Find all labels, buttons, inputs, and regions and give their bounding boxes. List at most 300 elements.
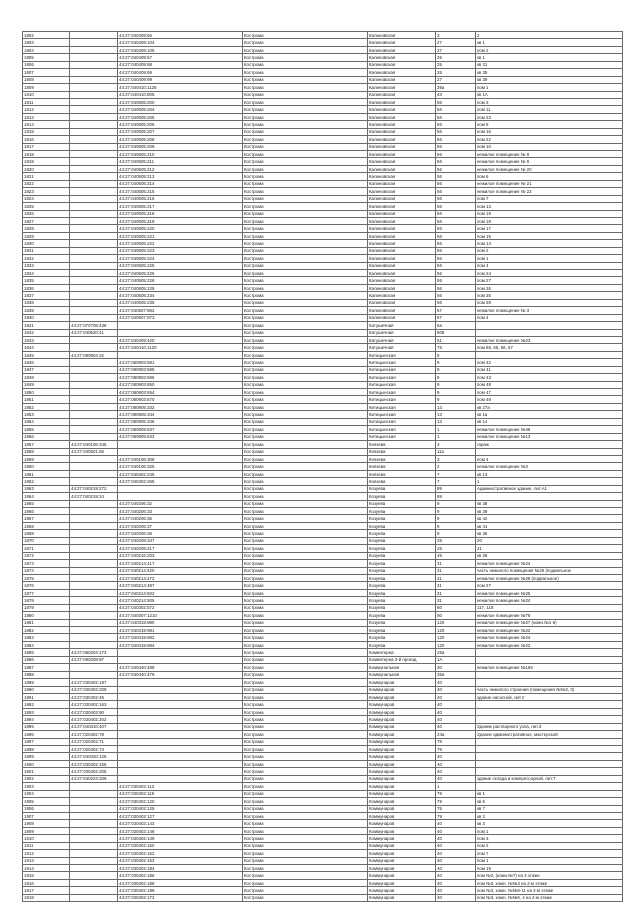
cell-premises-description: 2 (476, 32, 623, 39)
cell-city-name: Кострома (243, 649, 368, 656)
cell-house-number: 3 (436, 455, 476, 462)
table-row (23, 567, 623, 574)
cell-cadastral-number-premises (118, 753, 243, 760)
cell-cadastral-number-building (70, 589, 118, 596)
table-row (23, 121, 623, 128)
cell-cadastral-number-building: 44:27:040310:407 (70, 723, 118, 730)
cell-cadastral-number-building (70, 798, 118, 805)
cell-street-name: Коммунаров (368, 872, 436, 879)
cell-house-number: 40 (436, 679, 476, 686)
cell-cadastral-number-building (70, 820, 118, 827)
cell-cadastral-number-premises: 44:27:040505:217 (118, 203, 243, 210)
cell-row-number: 1832 (23, 255, 70, 262)
cell-cadastral-number-building (70, 463, 118, 470)
cell-premises-description: пом 5 (476, 121, 623, 128)
cell-row-number: 1804 (23, 46, 70, 53)
cell-house-number: 7 (436, 478, 476, 485)
cell-row-number: 1882 (23, 627, 70, 634)
cell-street-name: Коммунаров (368, 708, 436, 715)
cell-house-number: 40 (436, 857, 476, 864)
cell-cadastral-number-building (70, 403, 118, 410)
cell-premises-description: пом 27 (476, 277, 623, 284)
cell-house-number: 27 (436, 46, 476, 53)
cell-cadastral-number-premises: 44:27:040505:215 (118, 188, 243, 195)
cell-cadastral-number-building (70, 389, 118, 396)
cell-street-name: Калиновская (368, 314, 436, 321)
cell-row-number: 1872 (23, 552, 70, 559)
table-row (23, 396, 623, 403)
cell-cadastral-number-premises: 44:27:040409:105 (118, 46, 243, 53)
cell-house-number: 1 (436, 426, 476, 433)
cell-street-name: Коммунаров (368, 701, 436, 708)
cell-house-number: 57 (436, 314, 476, 321)
cell-cadastral-number-premises: 44:27:030402:150 (118, 842, 243, 849)
cell-house-number: 56 (436, 225, 476, 232)
cell-row-number: 1885 (23, 649, 70, 656)
table-row (23, 188, 623, 195)
cell-house-number: 79 (436, 738, 476, 745)
cell-cadastral-number-building (70, 455, 118, 462)
table-row (23, 753, 623, 760)
cell-city-name: Кострома (243, 441, 368, 448)
cell-street-name: Коммунаров (368, 760, 436, 767)
cell-cadastral-number-building: 44:27:090208:87 (70, 656, 118, 663)
cell-house-number: 56 (436, 165, 476, 172)
cell-cadastral-number-premises: 44:27:080903:654 (118, 389, 243, 396)
cell-cadastral-number-premises: 44:27:040505:234 (118, 292, 243, 299)
cell-row-number: 1833 (23, 262, 70, 269)
cell-row-number: 1879 (23, 604, 70, 611)
cell-cadastral-number-building (70, 612, 118, 619)
cell-row-number: 1892 (23, 701, 70, 708)
cell-cadastral-number-building (70, 574, 118, 581)
cell-cadastral-number-premises: 44:27:040410:1120 (118, 344, 243, 351)
cell-cadastral-number-premises: 44:27:040302:572 (118, 604, 243, 611)
cell-cadastral-number-building (70, 76, 118, 83)
cell-row-number: 1888 (23, 671, 70, 678)
cell-cadastral-number-building (70, 277, 118, 284)
cell-row-number: 1863 (23, 485, 70, 492)
cell-city-name: Кострома (243, 865, 368, 872)
table-row (23, 299, 623, 306)
cell-premises-description: кв 39 (476, 76, 623, 83)
table-row (23, 455, 623, 462)
cell-city-name: Кострома (243, 411, 368, 418)
table-row (23, 731, 623, 738)
table-row (23, 597, 623, 604)
cell-house-number: 56 (436, 188, 476, 195)
cell-cadastral-number-building (70, 842, 118, 849)
cell-city-name: Кострома (243, 188, 368, 195)
table-row (23, 210, 623, 217)
cell-house-number: 40 (436, 842, 476, 849)
table-row (23, 284, 623, 291)
cell-row-number: 1903 (23, 783, 70, 790)
cell-row-number: 1828 (23, 225, 70, 232)
cell-row-number: 1906 (23, 805, 70, 812)
cell-house-number: 51 (436, 336, 476, 343)
cell-cadastral-number-premises: 44:27:040505:226 (118, 270, 243, 277)
cell-cadastral-number-premises: 44:27:040505:214 (118, 180, 243, 187)
cell-city-name: Кострома (243, 686, 368, 693)
cell-cadastral-number-building: 44:27:070708:438 (70, 322, 118, 329)
cell-row-number: 1817 (23, 143, 70, 150)
cell-street-name: Катушечная (368, 336, 436, 343)
cell-premises-description: пом 49 (476, 396, 623, 403)
cell-street-name: Козуева (368, 485, 436, 492)
table-row (23, 433, 623, 440)
cell-cadastral-number-premises: 44:27:030402:153 (118, 857, 243, 864)
cell-row-number: 1808 (23, 76, 70, 83)
cell-street-name: Коммунаров (368, 746, 436, 753)
cell-cadastral-number-premises: 44:27:040216:203 (118, 552, 243, 559)
cell-cadastral-number-building: 44:27:030402:163 (70, 701, 118, 708)
cell-premises-description: пом 11 (476, 106, 623, 113)
cell-street-name: Калиновская (368, 54, 436, 61)
cell-city-name: Кострома (243, 195, 368, 202)
cell-cadastral-number-building (70, 894, 118, 901)
cell-premises-description: нежилое помещение № 22 (476, 188, 623, 195)
cell-street-name: Козуева (368, 560, 436, 567)
cell-cadastral-number-building (70, 240, 118, 247)
cell-cadastral-number-building (70, 396, 118, 403)
cell-street-name: Калиновская (368, 84, 436, 91)
cell-house-number: 56 (436, 151, 476, 158)
cell-house-number: 56 (436, 180, 476, 187)
cell-city-name: Кострома (243, 753, 368, 760)
cell-cadastral-number-premises: 44:27:040505:218 (118, 210, 243, 217)
cell-premises-description: пом 23 (476, 113, 623, 120)
cell-cadastral-number-premises: 44:27:040206:36 (118, 515, 243, 522)
cell-row-number: 1816 (23, 136, 70, 143)
table-row (23, 493, 623, 500)
table-row (23, 537, 623, 544)
cell-premises-description (476, 322, 623, 329)
table-row (23, 32, 623, 39)
cell-house-number: 40 (436, 894, 476, 901)
cell-cadastral-number-premises: 44:27:040319:980 (118, 619, 243, 626)
cell-cadastral-number-premises: 44:27:080903:596 (118, 374, 243, 381)
cell-cadastral-number-premises: 44:27:040214:502 (118, 589, 243, 596)
cell-cadastral-number-building (70, 232, 118, 239)
cell-row-number: 1814 (23, 121, 70, 128)
cell-cadastral-number-premises (118, 322, 243, 329)
cell-street-name: Коммунальная (368, 671, 436, 678)
cell-city-name: Кострома (243, 552, 368, 559)
table-row (23, 203, 623, 210)
cell-city-name: Кострома (243, 574, 368, 581)
cell-cadastral-number-building (70, 46, 118, 53)
cell-row-number: 1803 (23, 39, 70, 46)
cell-street-name: Калиновская (368, 180, 436, 187)
cell-row-number: 1893 (23, 708, 70, 715)
cell-cadastral-number-premises (118, 329, 243, 336)
cell-cadastral-number-premises: 44:27:030402:172 (118, 894, 243, 901)
cell-cadastral-number-building (70, 552, 118, 559)
cell-cadastral-number-premises: 44:27:080903:581 (118, 359, 243, 366)
cell-premises-description: кв 1А (476, 91, 623, 98)
table-row (23, 589, 623, 596)
table-row (23, 389, 623, 396)
cell-premises-description (476, 329, 623, 336)
table-row (23, 738, 623, 745)
table-row (23, 612, 623, 619)
cell-cadastral-number-building (70, 567, 118, 574)
table-row (23, 173, 623, 180)
cell-house-number: 25 (436, 61, 476, 68)
cell-house-number: 31 (436, 589, 476, 596)
cell-row-number: 1818 (23, 151, 70, 158)
cell-street-name: Китицынская (368, 351, 436, 358)
cell-cadastral-number-building (70, 255, 118, 262)
cell-city-name: Кострома (243, 775, 368, 782)
cell-cadastral-number-building: 44:27:040106:345 (70, 441, 118, 448)
cell-row-number: 1877 (23, 589, 70, 596)
cell-house-number: 31 (436, 582, 476, 589)
cell-premises-description: нежилое помещение №27 (комн.№1-6) (476, 619, 623, 626)
cell-cadastral-number-premises: 44:27:030402:189 (118, 887, 243, 894)
cell-cadastral-number-premises: 44:27:040214:487 (118, 582, 243, 589)
cell-row-number: 1912 (23, 850, 70, 857)
cell-street-name: Коммунаров (368, 753, 436, 760)
cell-cadastral-number-building (70, 84, 118, 91)
cell-street-name: Коммунаров (368, 693, 436, 700)
register-page (22, 31, 622, 902)
cell-premises-description: кв 1 (476, 790, 623, 797)
cell-house-number: 39а (436, 84, 476, 91)
cell-cadastral-number-premises: 44:27:040409:69 (118, 69, 243, 76)
cell-cadastral-number-premises (118, 693, 243, 700)
cell-street-name: Козуева (368, 574, 436, 581)
cell-street-name: Козуева (368, 604, 436, 611)
cell-cadastral-number-premises: 44:27:080909:633 (118, 433, 243, 440)
cell-house-number: 25а (436, 649, 476, 656)
cell-city-name: Кострома (243, 46, 368, 53)
cell-premises-description: Административное здание, лит.А1 (476, 485, 623, 492)
table-row (23, 470, 623, 477)
cell-premises-description: 117, 118 (476, 604, 623, 611)
cell-cadastral-number-premises: 44:27:040505:206 (118, 121, 243, 128)
cell-house-number: 9 (436, 515, 476, 522)
cell-premises-description: пом 10 (476, 143, 623, 150)
cell-cadastral-number-premises: 44:27:030402:184 (118, 865, 243, 872)
cell-cadastral-number-building (70, 835, 118, 842)
table-row (23, 850, 623, 857)
cell-premises-description: нежилое помещение №28 (подвальное) (476, 574, 623, 581)
cell-cadastral-number-premises (118, 351, 243, 358)
cell-city-name: Кострома (243, 203, 368, 210)
cell-street-name: Коминтерна 2-й проезд (368, 656, 436, 663)
cell-cadastral-number-premises (118, 775, 243, 782)
cell-row-number: 1843 (23, 336, 70, 343)
cell-premises-description (476, 753, 623, 760)
cell-premises-description: пом 25 (476, 292, 623, 299)
cell-house-number: 80 (436, 604, 476, 611)
cell-street-name: Калиновская (368, 165, 436, 172)
cell-cadastral-number-building: 44:27:040219:272 (70, 485, 118, 492)
cell-cadastral-number-building (70, 879, 118, 886)
cell-house-number: 9 (436, 396, 476, 403)
cell-cadastral-number-building: 44:27:040320:126 (70, 753, 118, 760)
cell-street-name: Калиновская (368, 128, 436, 135)
cell-row-number: 1856 (23, 433, 70, 440)
cell-premises-description: нежилое помещение №24 (476, 597, 623, 604)
cell-row-number: 1904 (23, 790, 70, 797)
cell-cadastral-number-building (70, 180, 118, 187)
cell-house-number: 89 (436, 493, 476, 500)
cell-cadastral-number-premises: 44:27:040206:32 (118, 500, 243, 507)
cell-house-number: 25 (436, 54, 476, 61)
cell-premises-description: пом 41 (476, 366, 623, 373)
cell-cadastral-number-building (70, 627, 118, 634)
cell-row-number: 1837 (23, 292, 70, 299)
cell-premises-description: пом 27 (476, 582, 623, 589)
cell-street-name: Князева (368, 463, 436, 470)
cell-city-name: Кострома (243, 894, 368, 901)
cell-city-name: Кострома (243, 857, 368, 864)
cell-house-number: 56 (436, 217, 476, 224)
cell-city-name: Кострома (243, 708, 368, 715)
cell-city-name: Кострома (243, 217, 368, 224)
cell-premises-description: пом 6 (476, 173, 623, 180)
cell-city-name: Кострома (243, 284, 368, 291)
cell-street-name: Князева (368, 441, 436, 448)
table-row (23, 381, 623, 388)
cell-cadastral-number-building (70, 270, 118, 277)
cell-cadastral-number-building (70, 850, 118, 857)
cell-premises-description (476, 671, 623, 678)
cell-cadastral-number-building (70, 299, 118, 306)
cell-cadastral-number-premises: 44:27:040505:208 (118, 136, 243, 143)
cell-row-number: 1851 (23, 396, 70, 403)
cell-house-number: 40 (436, 835, 476, 842)
cell-row-number: 1809 (23, 84, 70, 91)
cell-premises-description: часть нежилого помещения №26 (подвальное (476, 567, 623, 574)
cell-city-name: Кострома (243, 389, 368, 396)
cell-cadastral-number-building (70, 470, 118, 477)
cell-cadastral-number-building (70, 262, 118, 269)
cell-city-name: Кострома (243, 760, 368, 767)
cell-street-name: Калиновская (368, 76, 436, 83)
table-row (23, 359, 623, 366)
cell-city-name: Кострома (243, 597, 368, 604)
cell-row-number: 1805 (23, 54, 70, 61)
cell-house-number: 9 (436, 359, 476, 366)
cell-street-name: Калиновская (368, 225, 436, 232)
cell-city-name: Кострома (243, 850, 368, 857)
cell-city-name: Кострома (243, 790, 368, 797)
cell-premises-description: пом 13 (476, 203, 623, 210)
cell-street-name: Коммунаров (368, 775, 436, 782)
cell-cadastral-number-building: 44:27:080904:32 (70, 351, 118, 358)
cell-cadastral-number-building: 44:27:040219:24 (70, 493, 118, 500)
cell-city-name: Кострома (243, 612, 368, 619)
cell-house-number: 9 (436, 500, 476, 507)
cell-city-name: Кострома (243, 470, 368, 477)
cell-house-number: 56 (436, 299, 476, 306)
cell-row-number: 1884 (23, 641, 70, 648)
cell-cadastral-number-building (70, 671, 118, 678)
cell-city-name: Кострома (243, 225, 368, 232)
cell-street-name: Козуева (368, 641, 436, 648)
cell-city-name: Кострома (243, 374, 368, 381)
table-row (23, 671, 623, 678)
cell-street-name: Коммунаров (368, 738, 436, 745)
cell-row-number: 1901 (23, 768, 70, 775)
cell-city-name: Кострома (243, 322, 368, 329)
cell-street-name: Козуева (368, 522, 436, 529)
cell-city-name: Кострома (243, 381, 368, 388)
table-row (23, 91, 623, 98)
table-row (23, 530, 623, 537)
cell-row-number: 1831 (23, 247, 70, 254)
cell-row-number: 1881 (23, 619, 70, 626)
cell-street-name: Калиновская (368, 270, 436, 277)
table-row (23, 39, 623, 46)
cell-city-name: Кострома (243, 299, 368, 306)
cell-row-number: 1875 (23, 574, 70, 581)
cell-street-name: Калиновская (368, 217, 436, 224)
cell-premises-description: 20 (476, 537, 623, 544)
cell-row-number: 1830 (23, 240, 70, 247)
cell-street-name: Коммунальная (368, 664, 436, 671)
cell-cadastral-number-premises (118, 760, 243, 767)
cell-row-number: 1841 (23, 322, 70, 329)
cell-city-name: Кострома (243, 270, 368, 277)
cell-cadastral-number-premises: 44:27:040409:67 (118, 54, 243, 61)
cell-premises-description: кв 31 (476, 61, 623, 68)
cell-city-name: Кострома (243, 61, 368, 68)
cell-premises-description: гараж (476, 441, 623, 448)
cell-premises-description: нежилое помещение №78 (476, 612, 623, 619)
cell-house-number: 56 (436, 255, 476, 262)
cell-cadastral-number-premises: 44:27:040106:325 (118, 463, 243, 470)
cell-cadastral-number-premises (118, 686, 243, 693)
cell-row-number: 1810 (23, 91, 70, 98)
cell-house-number: 40 (436, 760, 476, 767)
cell-city-name: Кострома (243, 508, 368, 515)
cell-house-number: 1 (436, 783, 476, 790)
cell-cadastral-number-premises: 44:27:040505:212 (118, 165, 243, 172)
cell-cadastral-number-premises: 44:27:040206:33 (118, 508, 243, 515)
cell-cadastral-number-premises: 44:27:040440:479 (118, 671, 243, 678)
cell-premises-description: нежилое помещение № 21 (476, 180, 623, 187)
cell-row-number: 1855 (23, 426, 70, 433)
cell-city-name: Кострома (243, 314, 368, 321)
cell-premises-description: пом 18 (476, 217, 623, 224)
cell-premises-description: пом 2 (476, 842, 623, 849)
cell-house-number: 30 (436, 664, 476, 671)
cell-street-name: Китицынская (368, 366, 436, 373)
cell-row-number: 1858 (23, 448, 70, 455)
table-row (23, 649, 623, 656)
cell-cadastral-number-premises: 44:27:030402:149 (118, 835, 243, 842)
cell-cadastral-number-premises: 44:27:040214:420 (118, 567, 243, 574)
cell-street-name: Князева (368, 470, 436, 477)
cell-cadastral-number-building (70, 336, 118, 343)
cell-cadastral-number-premises (118, 441, 243, 448)
cell-row-number: 1822 (23, 180, 70, 187)
cell-city-name: Кострома (243, 545, 368, 552)
cell-premises-description: кв 28 (476, 552, 623, 559)
table-row (23, 322, 623, 329)
cell-house-number: 56 (436, 136, 476, 143)
cell-row-number: 1826 (23, 210, 70, 217)
cell-premises-description: нежилое помещение № 3 (476, 307, 623, 314)
cell-premises-description: пом 42 (476, 359, 623, 366)
cell-row-number: 1846 (23, 359, 70, 366)
cell-row-number: 1916 (23, 879, 70, 886)
